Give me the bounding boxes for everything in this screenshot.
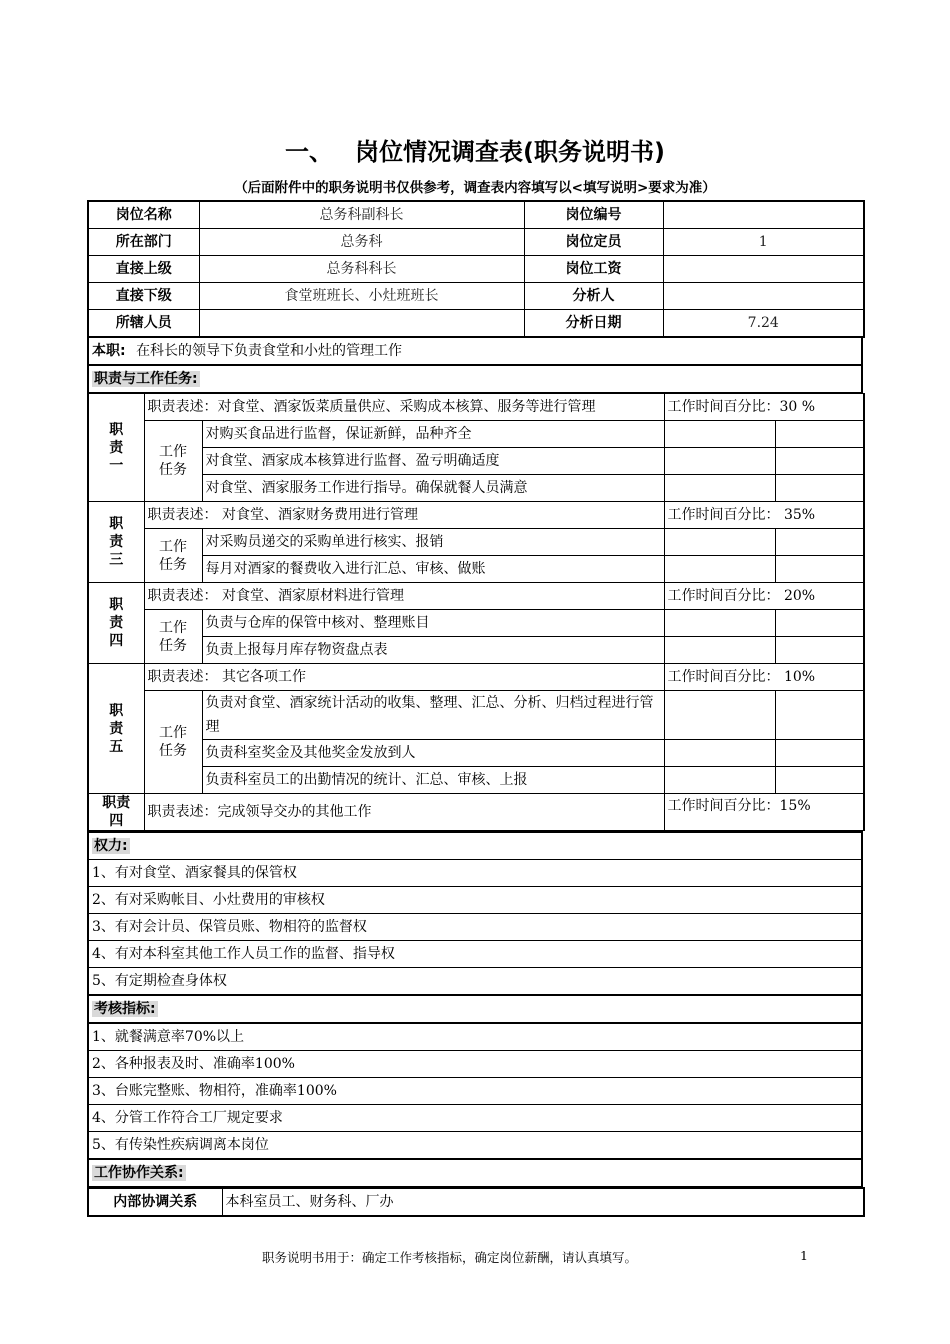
assessment-item: 4、分管工作符合工厂规定要求 [88, 1105, 862, 1132]
duty-1-task-3-extra-b[interactable] [775, 475, 864, 502]
analyst-value[interactable] [663, 283, 864, 310]
main-duty-table [87, 336, 863, 393]
duty-3-label: 职责四 [88, 583, 144, 664]
authority-table [87, 831, 863, 1187]
duty-3-task-2: 负责上报每月库存物资盘点表 [202, 637, 664, 664]
duty-4-task-2-extra-b[interactable] [775, 740, 864, 767]
duties-header: 职责与工作任务: [88, 365, 862, 393]
page-title [0, 132, 950, 167]
footer-note: 职务说明书用于：确定工作考核指标，确定岗位薪酬，请认真填写。 [262, 1250, 638, 1265]
authority-item: 2、有对采购帐目、小灶费用的审核权 [88, 887, 862, 914]
salary-value[interactable] [663, 256, 864, 283]
headcount-label: 岗位定员 [524, 229, 663, 256]
duty-4-task-2: 负责科室奖金及其他奖金发放到人 [202, 740, 664, 767]
duties-table [87, 393, 865, 831]
duty-4-desc: 职责表述： 其它各项工作 [144, 664, 664, 691]
superior-label: 直接上级 [88, 256, 199, 283]
duty-3-task-1-extra-a[interactable] [664, 610, 775, 637]
duty-2-task-label: 工作任务 [144, 529, 202, 583]
duty-3-task-2-extra-b[interactable] [775, 637, 864, 664]
duty-5-time[interactable]: 工作时间百分比：15% [664, 794, 864, 831]
duty-4-task-2-extra-a[interactable] [664, 740, 775, 767]
duty-2-task-1-extra-b[interactable] [775, 529, 864, 556]
duty-4-task-label: 工作任务 [144, 691, 202, 794]
main-duty-label: 本职: [92, 342, 126, 359]
main-duty-text: 在科长的领导下负责食堂和小灶的管理工作 [136, 342, 403, 359]
duty-1-task-2-extra-a[interactable] [664, 448, 775, 475]
assessment-item: 5、有传染性疾病调离本岗位 [88, 1132, 862, 1160]
post-name-value[interactable]: 总务科副科长 [199, 201, 524, 229]
duty-5-desc: 职责表述：完成领导交办的其他工作 [144, 794, 664, 831]
assessment-item: 2、各种报表及时、准确率100% [88, 1051, 862, 1078]
duty-1-task-1-extra-b[interactable] [775, 421, 864, 448]
internal-coordination-value[interactable]: 本科室员工、财务科、厂办 [222, 1188, 864, 1216]
duty-2-task-1: 对采购员递交的采购单进行核实、报销 [202, 529, 664, 556]
duty-4-label: 职责五 [88, 664, 144, 794]
duty-2-task-2: 每月对酒家的餐费收入进行汇总、审核、做账 [202, 556, 664, 583]
duty-2-label: 职责三 [88, 502, 144, 583]
subordinate-value[interactable]: 食堂班班长、小灶班班长 [199, 283, 524, 310]
title-text: 岗位情况调查表(职务说明书) [355, 138, 665, 166]
headcount-value[interactable]: 1 [663, 229, 864, 256]
basic-info-table [87, 200, 865, 338]
authority-item: 4、有对本科室其他工作人员工作的监督、指导权 [88, 941, 862, 968]
superior-value[interactable]: 总务科科长 [199, 256, 524, 283]
duty-1-task-1-extra-a[interactable] [664, 421, 775, 448]
duty-1-task-label: 工作任务 [144, 421, 202, 502]
page-subtitle: （后面附件中的职务说明书仅供参考，调查表内容填写以<填写说明>要求为准） [234, 180, 716, 196]
duty-1-task-2-extra-b[interactable] [775, 448, 864, 475]
department-label: 所在部门 [88, 229, 199, 256]
staff-value[interactable] [199, 310, 524, 338]
authority-item: 5、有定期检查身体权 [88, 968, 862, 996]
duty-2-time[interactable]: 工作时间百分比： 35% [664, 502, 864, 529]
duty-1-label: 职责一 [88, 394, 144, 502]
assessment-item: 1、就餐满意率70%以上 [88, 1023, 862, 1051]
internal-coordination-label: 内部协调关系 [88, 1188, 222, 1216]
duty-3-task-1-extra-b[interactable] [775, 610, 864, 637]
post-name-label: 岗位名称 [88, 201, 199, 229]
duty-3-desc: 职责表述： 对食堂、酒家原材料进行管理 [144, 583, 664, 610]
duty-4-task-1: 负责对食堂、酒家统计活动的收集、整理、汇总、分析、归档过程进行管理 [202, 691, 664, 740]
duty-3-task-2-extra-a[interactable] [664, 637, 775, 664]
duty-1-task-3-extra-a[interactable] [664, 475, 775, 502]
authority-item: 3、有对会计员、保管员账、物相符的监督权 [88, 914, 862, 941]
assessment-item: 3、台账完整账、物相符，准确率100% [88, 1078, 862, 1105]
analyst-label: 分析人 [524, 283, 663, 310]
duty-4-task-1-extra-b[interactable] [775, 691, 864, 740]
cooperation-table [87, 1187, 865, 1217]
main-duty-row [88, 337, 862, 365]
post-no-label: 岗位编号 [524, 201, 663, 229]
cooperation-header: 工作协作关系: [88, 1159, 862, 1187]
post-no-value[interactable] [663, 201, 864, 229]
duty-3-task-1: 负责与仓库的保管中核对、整理账目 [202, 610, 664, 637]
analysis-date-label: 分析日期 [524, 310, 663, 338]
duty-4-task-3: 负责科室员工的出勤情况的统计、汇总、审核、上报 [202, 767, 664, 794]
duty-2-desc: 职责表述： 对食堂、酒家财务费用进行管理 [144, 502, 664, 529]
authority-header: 权力: [88, 832, 862, 860]
analysis-date-value[interactable]: 7.24 [663, 310, 864, 338]
duty-1-desc: 职责表述：对食堂、酒家饭菜质量供应、采购成本核算、服务等进行管理 [144, 394, 664, 421]
duty-2-task-1-extra-a[interactable] [664, 529, 775, 556]
page-number: 1 [800, 1248, 808, 1263]
duty-3-task-label: 工作任务 [144, 610, 202, 664]
staff-label: 所辖人员 [88, 310, 199, 338]
assessment-header: 考核指标: [88, 995, 862, 1023]
authority-item: 1、有对食堂、酒家餐具的保管权 [88, 860, 862, 887]
job-description-sheet [87, 200, 863, 1217]
duty-4-task-3-extra-a[interactable] [664, 767, 775, 794]
duty-4-time[interactable]: 工作时间百分比： 10% [664, 664, 864, 691]
duty-1-task-1: 对购买食品进行监督，保证新鲜，品种齐全 [202, 421, 664, 448]
subordinate-label: 直接下级 [88, 283, 199, 310]
duty-1-task-2: 对食堂、酒家成本核算进行监督、盈亏明确适度 [202, 448, 664, 475]
duty-1-task-3: 对食堂、酒家服务工作进行指导。确保就餐人员满意 [202, 475, 664, 502]
duty-5-label: 职责四 [88, 794, 144, 831]
duty-2-task-2-extra-b[interactable] [775, 556, 864, 583]
duty-1-time[interactable]: 工作时间百分比：30 % [664, 394, 864, 421]
duty-2-task-2-extra-a[interactable] [664, 556, 775, 583]
duty-3-time[interactable]: 工作时间百分比： 20% [664, 583, 864, 610]
duty-4-task-3-extra-b[interactable] [775, 767, 864, 794]
duty-4-task-1-extra-a[interactable] [664, 691, 775, 740]
salary-label: 岗位工资 [524, 256, 663, 283]
department-value[interactable]: 总务科 [199, 229, 524, 256]
title-number: 一、 [285, 138, 334, 166]
